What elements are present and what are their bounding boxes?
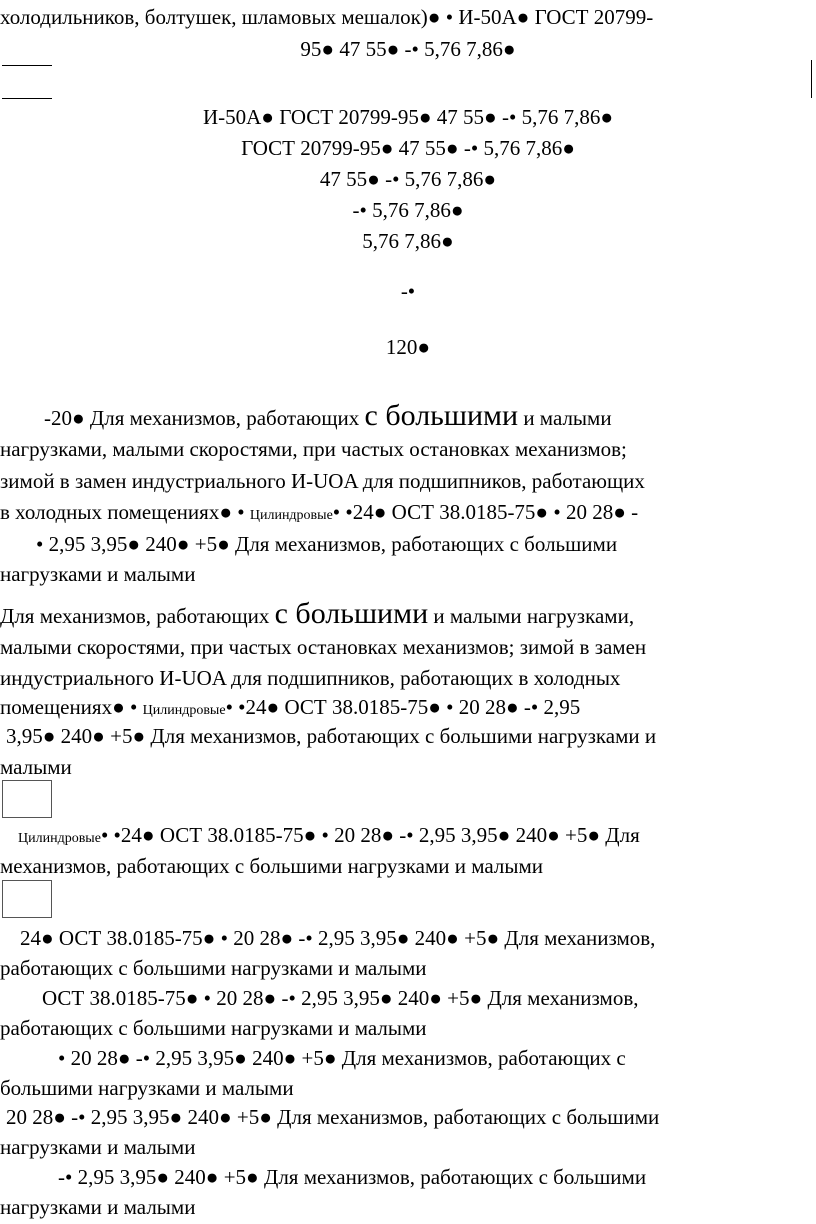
text-line: 95● 47 55● -• 5,76 7,86●: [300, 37, 516, 61]
paragraph-line: малыми скоростями, при частых остановках механизмов; зимой в замен: [0, 635, 647, 659]
paragraph-line: 24● ОСТ 38.0185-75● • 20 28● -• 2,95 3,95● 240● +5● Для механизмов,: [20, 926, 656, 950]
text-line: И-50А● ГОСТ 20799-95● 47 55● -• 5,76 7,86●: [202, 105, 614, 129]
paragraph-line: 20 28● -• 2,95 3,95● 240● +5● Для механизмов, работающих с большими: [6, 1105, 660, 1129]
paragraph-line: помещениях● • Цилиндровые• •24● ОСТ 38.0185-75● • 20 28● -• 2,95: [0, 695, 581, 719]
underline-mark: [2, 98, 52, 99]
paragraph-line: Для механизмов, работающих с большими и малыми нагрузками,: [0, 597, 635, 630]
vertical-rule: [811, 60, 812, 98]
empty-box: [2, 780, 52, 818]
paragraph-line: работающих с большими нагрузками и малыми: [0, 1016, 427, 1040]
empty-box: [2, 880, 52, 918]
paragraph-line: механизмов, работающих с большими нагрузками и малыми: [0, 854, 544, 878]
paragraph-line: 3,95● 240● +5● Для механизмов, работающих с большими нагрузками и: [6, 724, 657, 748]
paragraph-line: нагрузками и малыми: [0, 1135, 196, 1159]
text-line: холодильников, болтушек, шламовых мешалок)● • И-50А● ГОСТ 20799-: [0, 5, 654, 29]
underline-mark: [2, 65, 52, 66]
paragraph-line: в холодных помещениях● • Цилиндровые• •24● ОСТ 38.0185-75● • 20 28● -: [0, 500, 639, 524]
paragraph-line: • 2,95 3,95● 240● +5● Для механизмов, работающих с большими: [36, 532, 618, 556]
paragraph-line: зимой в замен индустриального И-UOA для подшипников, работающих: [0, 469, 645, 493]
text-line: ГОСТ 20799-95● 47 55● -• 5,76 7,86●: [241, 136, 575, 160]
paragraph-line: -20● Для механизмов, работающих с большими и малыми: [44, 399, 612, 432]
text-line: 120●: [385, 335, 431, 359]
paragraph-line: нагрузками и малыми: [0, 1195, 196, 1219]
text-line: -•: [400, 279, 416, 303]
paragraph-line: нагрузками и малыми: [0, 562, 196, 586]
text-line: 47 55● -• 5,76 7,86●: [319, 167, 497, 191]
paragraph-line: малыми: [0, 755, 72, 779]
text-line: -• 5,76 7,86●: [352, 198, 464, 222]
paragraph-line: ОСТ 38.0185-75● • 20 28● -• 2,95 3,95● 240● +5● Для механизмов,: [42, 986, 639, 1010]
text-line: 5,76 7,86●: [362, 229, 454, 253]
paragraph-line: -• 2,95 3,95● 240● +5● Для механизмов, работающих с большими: [58, 1165, 647, 1189]
paragraph-line: нагрузками, малыми скоростями, при частых остановках механизмов;: [0, 437, 627, 461]
paragraph-line: Цилиндровые• •24● ОСТ 38.0185-75● • 20 28● -• 2,95 3,95● 240● +5● Для: [18, 823, 640, 847]
paragraph-line: большими нагрузками и малыми: [0, 1076, 294, 1100]
paragraph-line: • 20 28● -• 2,95 3,95● 240● +5● Для механизмов, работающих с: [58, 1046, 626, 1070]
paragraph-line: работающих с большими нагрузками и малыми: [0, 956, 427, 980]
paragraph-line: индустриального И-UOA для подшипников, работающих в холодных: [0, 666, 621, 690]
